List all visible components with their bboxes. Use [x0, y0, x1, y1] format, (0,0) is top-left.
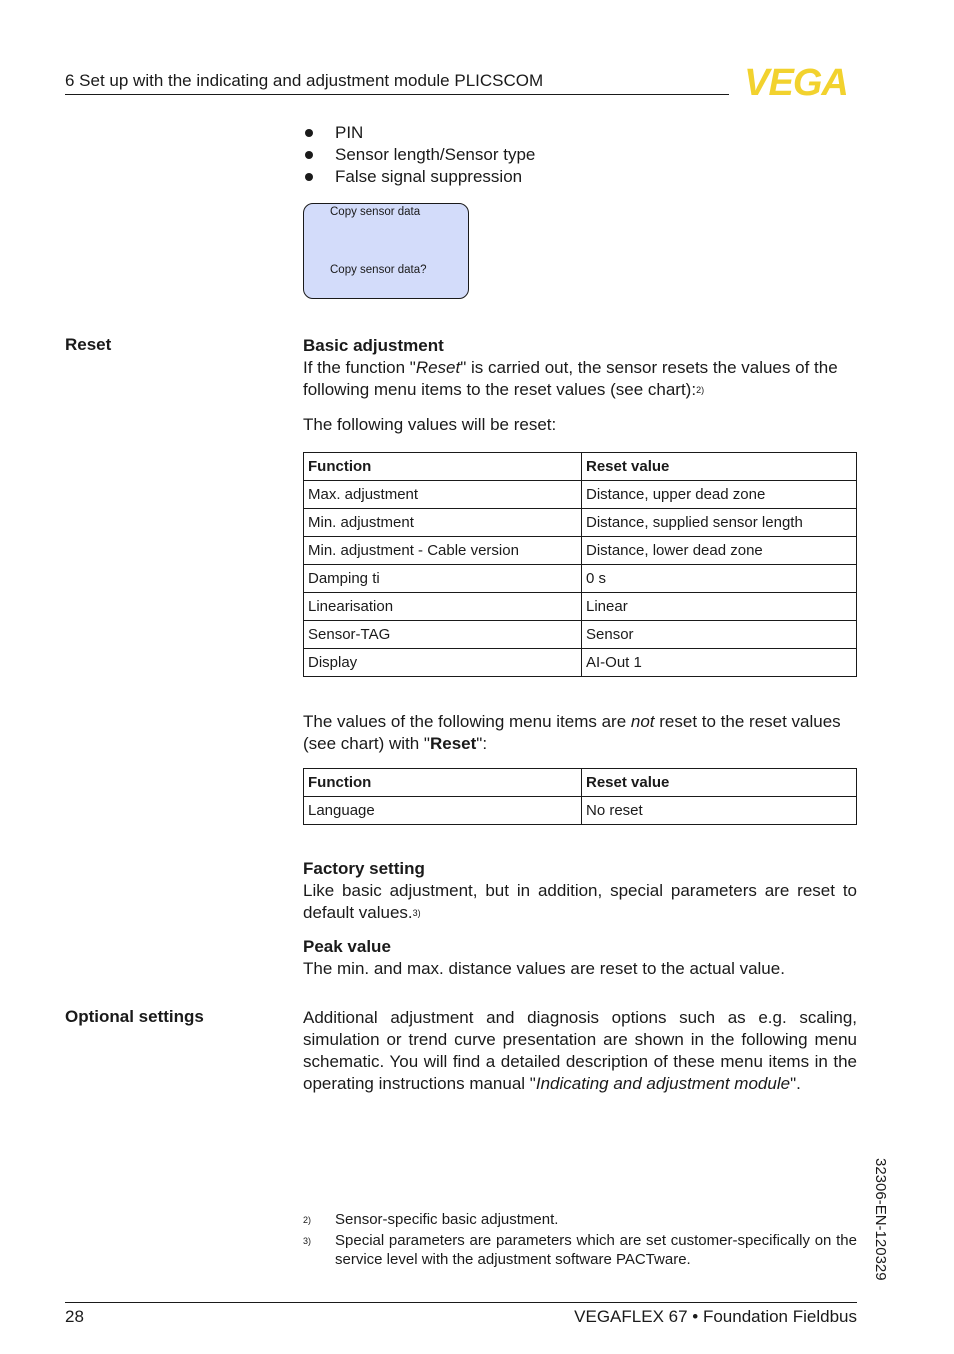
display-line-2: Copy sensor data?	[330, 264, 427, 276]
document-number: 32306-EN-120329	[872, 1158, 889, 1281]
vega-logo	[733, 64, 859, 98]
side-label-optional-settings: Optional settings	[65, 1007, 204, 1026]
reset-paragraph: If the function "Reset" is carried out, the sensor resets the values of the following menu items to the reset values (see chart):$^{2)}$	[303, 358, 838, 399]
bullet-icon	[305, 173, 313, 181]
reset-intro	[303, 335, 857, 436]
list-item: Sensor length/Sensor type	[303, 144, 535, 166]
table-row: Language No reset	[304, 797, 857, 825]
not-reset-paragraph: The values of the following menu items are not reset to the reset values (see chart) with "Reset":	[303, 712, 841, 753]
page-number: 28	[65, 1307, 84, 1326]
bullet-icon	[305, 151, 313, 159]
column-header-function: Function	[304, 453, 582, 481]
column-header-reset-value: Reset value	[582, 769, 857, 797]
table-row: Display AI-Out 1	[304, 649, 857, 677]
factory-setting-heading: Factory setting	[303, 859, 425, 878]
display-screen	[303, 203, 469, 299]
table-row: Max. adjustment Distance, upper dead zone	[304, 481, 857, 509]
table-row: Damping ti 0 s	[304, 565, 857, 593]
footnote-ref: 3)	[412, 908, 421, 918]
basic-adjustment-heading: Basic adjustment	[303, 336, 444, 355]
footnote: 2) Sensor-specific basic adjustment.	[303, 1211, 559, 1228]
header-divider	[65, 94, 729, 95]
footnote: 3) Special parameters are parameters which are set customer-specifically on the service level with the adjustment software PACTware.	[303, 1231, 857, 1268]
reset-values-table	[303, 452, 857, 677]
footer-doc-title: VEGAFLEX 67 • Foundation Fieldbus	[574, 1307, 857, 1326]
not-reset-table	[303, 768, 857, 825]
factory-setting-text: Like basic adjustment, but in addition, special parameters are reset to default values.$^{3)}$	[303, 881, 857, 922]
display-line-1: Copy sensor data	[330, 206, 421, 218]
list-item: PIN	[303, 122, 535, 144]
table-header-row	[304, 453, 857, 481]
optional-settings-text: Additional adjustment and diagnosis options such as e.g. scaling, simulation or trend curve presentation are shown in the following menu schematic. You will find a detailed description of these menu items in the operating instructions manual "Indicating and adjustment module".	[303, 1008, 857, 1093]
footnote-ref: 2)	[696, 385, 705, 395]
column-header-function: Function	[304, 769, 582, 797]
bullet-icon	[305, 129, 313, 137]
side-label-reset: Reset	[65, 335, 112, 354]
svg-text:VEGA: VEGA	[744, 64, 848, 98]
list-item: False signal suppression	[303, 166, 535, 188]
bullet-list	[303, 122, 535, 188]
peak-value-block	[303, 936, 857, 980]
table-row: Min. adjustment - Cable version Distance, lower dead zone	[304, 537, 857, 565]
table-header-row	[304, 769, 857, 797]
footer-divider	[65, 1302, 857, 1303]
table-row: Sensor-TAG Sensor	[304, 621, 857, 649]
peak-value-heading: Peak value	[303, 937, 391, 956]
table-row: Linearisation Linear	[304, 593, 857, 621]
reset-values-intro: The following values will be reset:	[303, 415, 557, 434]
factory-setting-block	[303, 858, 857, 924]
section-title: 6 Set up with the indicating and adjustment module PLICSCOM	[65, 71, 544, 90]
column-header-reset-value: Reset value	[582, 453, 857, 481]
table-row: Min. adjustment Distance, supplied sensor length	[304, 509, 857, 537]
peak-value-text: The min. and max. distance values are reset to the actual value.	[303, 959, 785, 978]
footnotes	[303, 1210, 857, 1270]
